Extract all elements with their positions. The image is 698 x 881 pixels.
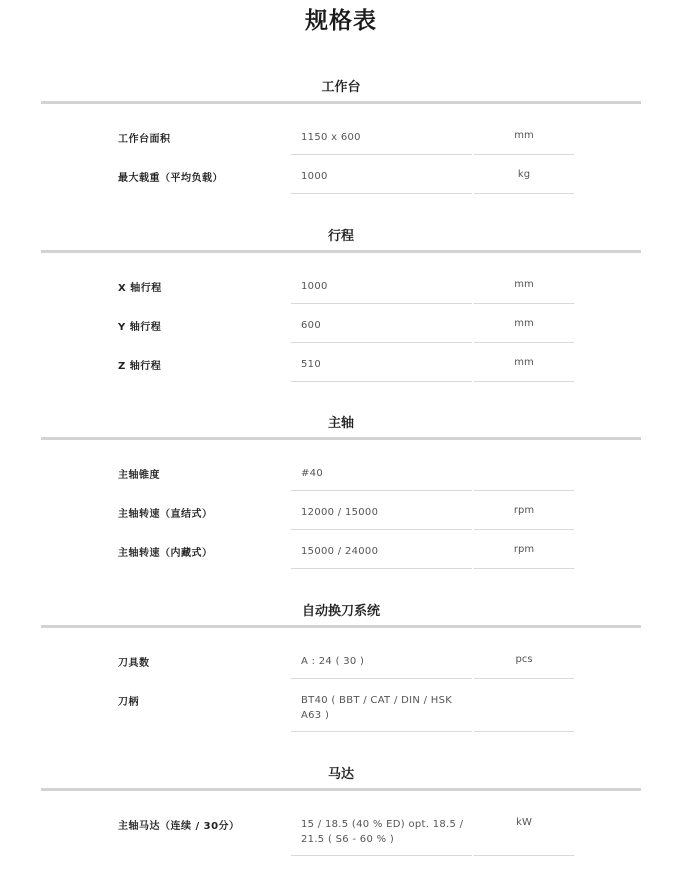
- row-divider: [474, 342, 574, 343]
- spec-unit: mm: [514, 357, 534, 368]
- row-divider: [474, 154, 574, 155]
- spec-value: #40: [301, 468, 324, 479]
- row-divider: [291, 154, 472, 155]
- spec-label: 刀具数: [118, 658, 150, 669]
- section-title: 主轴: [327, 416, 354, 431]
- row-divider: [291, 678, 472, 679]
- spec-label: 主轴锥度: [118, 470, 160, 481]
- spec-unit: kW: [516, 817, 532, 828]
- spec-label: X 轴行程: [118, 283, 162, 294]
- section-divider: [41, 250, 641, 253]
- row-divider: [474, 855, 574, 856]
- spec-label: 刀柄: [118, 697, 139, 708]
- spec-value: 600: [301, 320, 321, 331]
- spec-unit: mm: [514, 279, 534, 290]
- spec-label: 主轴马达（连续 / 30分）: [118, 821, 240, 832]
- row-divider: [474, 731, 574, 732]
- spec-label: 主轴转速（内藏式）: [118, 548, 213, 559]
- row-divider: [291, 303, 472, 304]
- section-title: 工作台: [321, 80, 361, 95]
- spec-unit: pcs: [515, 654, 533, 665]
- row-divider: [474, 678, 574, 679]
- spec-label: 工作台面积: [118, 134, 171, 145]
- row-divider: [474, 568, 574, 569]
- spec-label: 最大载重（平均负载）: [118, 173, 223, 184]
- row-divider: [291, 381, 472, 382]
- spec-unit: rpm: [513, 505, 535, 516]
- section-title: 行程: [327, 229, 354, 244]
- spec-value: 510: [301, 359, 321, 370]
- section-divider: [41, 625, 641, 628]
- row-divider: [291, 342, 472, 343]
- row-divider: [291, 855, 472, 856]
- row-divider: [291, 193, 472, 194]
- spec-unit: mm: [514, 130, 534, 141]
- spec-unit: kg: [517, 169, 531, 180]
- row-divider: [291, 529, 472, 530]
- row-divider: [474, 490, 574, 491]
- row-divider: [474, 303, 574, 304]
- spec-value: 15 / 18.5 (40 % ED) opt. 18.5 / 21.5 ( S6 - 60 % ): [301, 819, 464, 845]
- section-divider: [41, 101, 641, 104]
- spec-value: 1150 x 600: [301, 132, 361, 143]
- section-divider: [41, 788, 641, 791]
- section-title: 自动换刀系统: [301, 604, 380, 619]
- section-title: 马达: [327, 767, 354, 782]
- section-divider: [41, 437, 641, 440]
- spec-value: A : 24 ( 30 ): [301, 656, 365, 667]
- row-divider: [291, 490, 472, 491]
- row-divider: [474, 381, 574, 382]
- spec-value: 1000: [301, 171, 328, 182]
- spec-label: 主轴转速（直结式）: [118, 509, 213, 520]
- row-divider: [291, 731, 472, 732]
- spec-value: 12000 / 15000: [301, 507, 379, 518]
- page-title: 规格表: [305, 8, 377, 34]
- spec-unit: rpm: [513, 544, 535, 555]
- row-divider: [474, 193, 574, 194]
- spec-value: 15000 / 24000: [301, 546, 379, 557]
- row-divider: [474, 529, 574, 530]
- spec-value: 1000: [301, 281, 328, 292]
- spec-label: Y 轴行程: [118, 322, 162, 333]
- row-divider: [291, 568, 472, 569]
- spec-unit: mm: [514, 318, 534, 329]
- spec-value: BT40 ( BBT / CAT / DIN / HSK A63 ): [301, 695, 453, 721]
- spec-label: Z 轴行程: [118, 361, 162, 372]
